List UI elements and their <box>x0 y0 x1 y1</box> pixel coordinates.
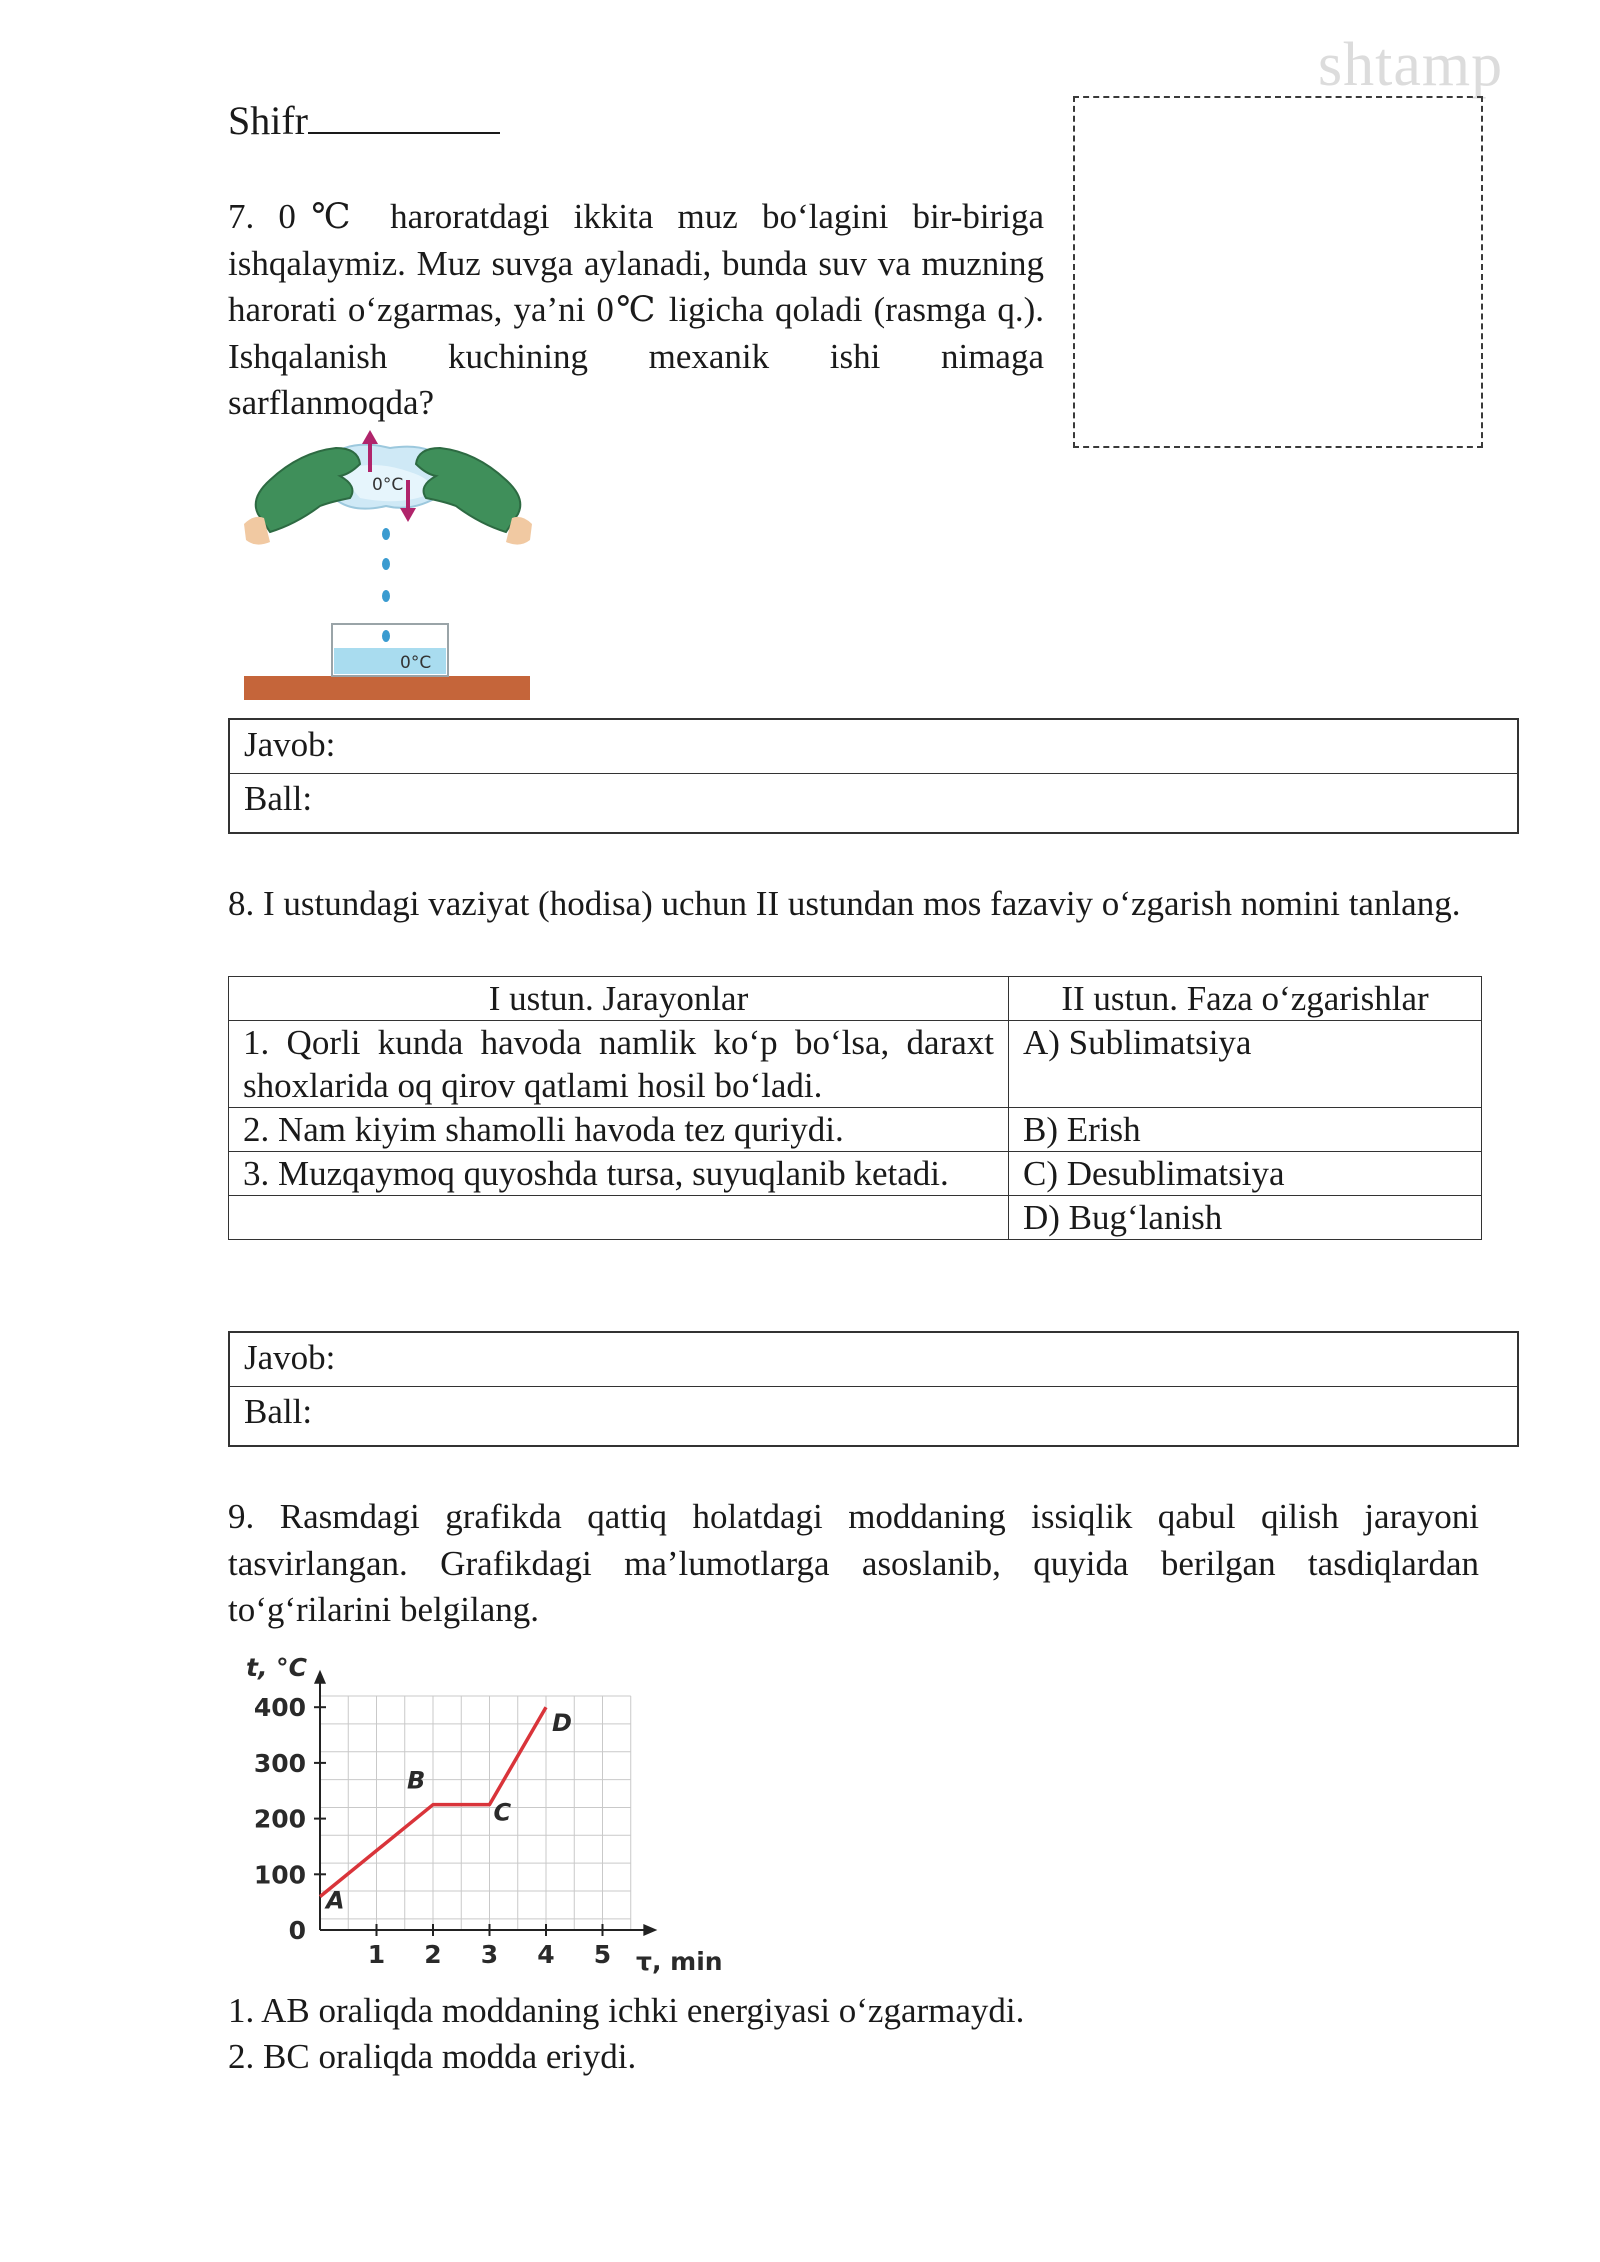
table-row <box>229 1152 1482 1196</box>
y-tick-label: 400 <box>253 1693 306 1723</box>
water-temp-label: 0°C <box>400 653 432 673</box>
q8-matching-table <box>228 976 1482 1240</box>
phase-cell: B) Erish <box>1009 1108 1482 1152</box>
y-axis-arrow <box>314 1670 326 1684</box>
phase-cell: A) Sublimatsiya <box>1009 1021 1482 1108</box>
q8-ball-label: Ball: <box>244 1392 313 1431</box>
chart-axes <box>314 1670 657 1936</box>
table-row <box>229 1196 1482 1240</box>
y-axis-label: t, °C <box>246 1653 307 1682</box>
left-glove-icon <box>244 448 360 545</box>
q7-text: 7. 0℃ haroratdagi ikkita muz bo‘lagini bir-biriga ishqalaymiz. Muz suvga aylanadi, bunda suv va muzning harorati o‘zgarmas, ya’ni 0℃ ligicha qoladi (rasmga q.). Ishqalanish kuchining mexanik ishi nimaga sarflanmoqda? <box>228 197 1044 422</box>
q7-ball-label: Ball: <box>244 779 313 818</box>
phase-cell: C) Desublimatsiya <box>1009 1152 1482 1196</box>
shifr-field <box>228 96 500 144</box>
shifr-blank-line[interactable] <box>308 96 500 134</box>
x-axis-label: τ, min <box>636 1947 723 1976</box>
table-row <box>229 1108 1482 1152</box>
phase-cell: D) Bug‘lanish <box>1009 1196 1482 1240</box>
shifr-label: Shifr <box>228 98 308 143</box>
q8-answer-field[interactable] <box>230 1333 1517 1387</box>
process-cell: 2. Nam kiyim shamolli havoda tez quriydi. <box>229 1108 1009 1152</box>
process-cell: 3. Muzqaymoq quyoshda tursa, suyuqlanib ketadi. <box>229 1152 1009 1196</box>
temperature-time-chart <box>228 1640 748 1980</box>
q9-statement: 1. AB oraliqda moddaning ichki energiyasi o‘zgarmaydi. <box>228 1991 1025 2030</box>
col1-header: I ustun. Jarayonlar <box>229 977 1009 1021</box>
point-label: D <box>552 1709 572 1738</box>
point-label: B <box>407 1766 426 1795</box>
ice-temp-label: 0°C <box>372 475 404 495</box>
y-tick-label: 100 <box>253 1860 306 1890</box>
q9-statement: 2. BC oraliqda modda eriydi. <box>228 2037 637 2076</box>
x-tick-label: 5 <box>593 1940 612 1969</box>
chart-grid <box>320 1696 631 1930</box>
q7-ball-field[interactable] <box>230 774 1517 828</box>
q7-answer-box <box>228 718 1519 834</box>
y-tick-label: 0 <box>288 1916 306 1945</box>
ice-friction-illustration <box>240 428 536 708</box>
q8-answer-label: Javob: <box>244 1338 336 1377</box>
process-cell <box>229 1196 1009 1240</box>
col2-header: II ustun. Faza o‘zgarishlar <box>1009 977 1482 1021</box>
q7-answer-label: Javob: <box>244 725 336 764</box>
x-axis-arrow <box>643 1924 657 1936</box>
y-tick-label: 300 <box>253 1748 306 1778</box>
stamp-box <box>1073 96 1483 448</box>
right-glove-icon <box>416 448 532 545</box>
q8-ball-field[interactable] <box>230 1387 1517 1441</box>
x-tick-label: 1 <box>367 1940 386 1969</box>
chart-point-labels <box>324 1709 572 1914</box>
q8-intro: 8. I ustundagi vaziyat (hodisa) uchun II ustundan mos fazaviy o‘zgarish nomini tanlang. <box>228 884 1461 923</box>
x-tick-label: 3 <box>480 1940 499 1969</box>
table-header-row <box>229 977 1482 1021</box>
q8-answer-box <box>228 1331 1519 1447</box>
x-tick-label: 2 <box>424 1940 442 1969</box>
table-surface <box>244 676 530 700</box>
point-label: C <box>493 1798 512 1827</box>
x-tick-label: 4 <box>537 1940 555 1969</box>
process-cell: 1. Qorli kunda havoda namlik ko‘p bo‘lsa, daraxt shoxlarida oq qirov qatlami hosil bo‘ladi. <box>229 1021 1009 1108</box>
watermark-text: shtamp <box>1318 31 1504 99</box>
point-label: A <box>326 1886 345 1915</box>
q7-answer-field[interactable] <box>230 720 1517 774</box>
q9-intro: 9. Rasmdagi grafikda qattiq holatdagi moddaning issiqlik qabul qilish jarayoni tasvirlangan. Grafikdagi ma’lumotlarga asoslanib, quyida berilgan tasdiqlardan to‘g‘rilarini belgilang. <box>228 1497 1479 1629</box>
table-row <box>229 1021 1482 1108</box>
y-tick-label: 200 <box>253 1804 306 1834</box>
